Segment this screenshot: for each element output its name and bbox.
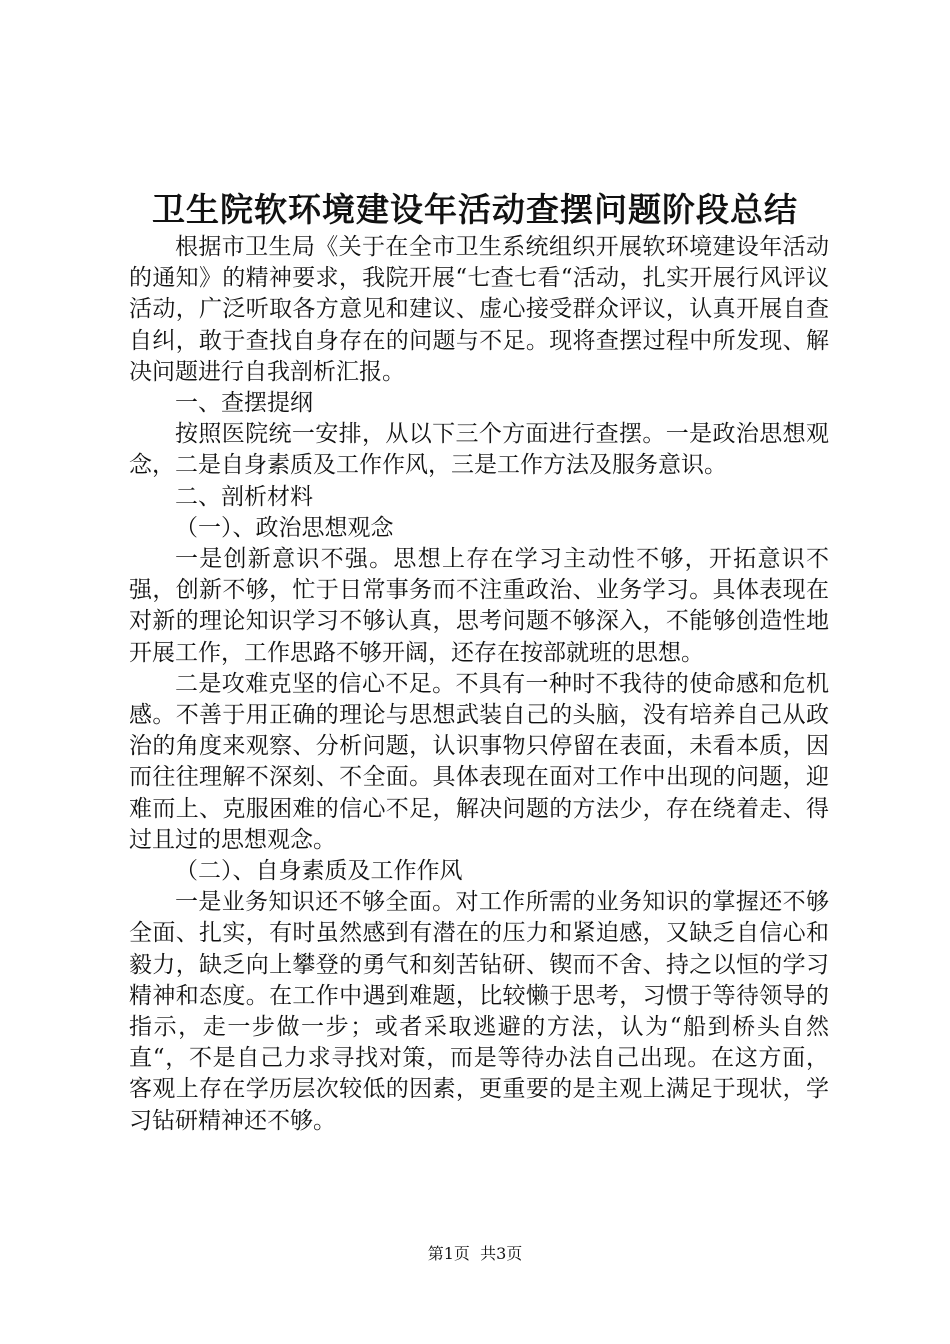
subsection-heading: （二）、自身素质及工作作风 [175, 858, 463, 885]
body-paragraph: 一是业务知识还不够全面。对工作所需的业务知识的掌握还不够全面、扎实，有时虽然感到有潜在的压力和紧迫感，又缺乏自信心和毅力，缺乏向上攀登的勇气和刻苦钻研、锲而不舍、持之以恒的学习精神和态度。在工作中遇到难题，比较懒于思考，习惯于等待领导的指示，走一步做一步；或者采取逃避的方法，认为“船到桥头自然直“，不是自己力求寻找对策，而是等待办法自己出现。在这方面，客观上存在学历层次较低的因素，更重要的是主观上满足于现状，学习钻研精神还不够。 [129, 889, 829, 1134]
body-paragraph: 一是创新意识不强。思想上存在学习主动性不够，开拓意识不强，创新不够，忙于日常事务而不注重政治、业务学习。具体表现在对新的理论知识学习不够认真，思考问题不够深入，不能够创造性地开展工作，工作思路不够开阔，还存在按部就班的思想。 [129, 546, 829, 666]
subsection-heading: （一）、政治思想观念 [175, 514, 394, 541]
section-heading: 一、查摆提纲 [175, 390, 313, 417]
section-heading: 二、剖析材料 [175, 483, 313, 510]
page-footer [0, 1243, 950, 1265]
document-title: 卫生院软环境建设年活动查摆问题阶段总结 [152, 190, 798, 229]
page-number: 第1页 共3页 [427, 1244, 523, 1263]
document-body [129, 232, 829, 1137]
intro-paragraph: 根据市卫生局《关于在全市卫生系统组织开展软环境建设年活动的通知》的精神要求，我院开展“七查七看“活动，扎实开展行风评议活动，广泛听取各方意见和建议、虚心接受群众评议，认真开展自查自纠，敢于查找自身存在的问题与不足。现将查摆过程中所发现、解决问题进行自我剖析汇报。 [129, 234, 829, 385]
body-paragraph: 按照医院统一安排，从以下三个方面进行查摆。一是政治思想观念，二是自身素质及工作作风，三是工作方法及服务意识。 [129, 421, 829, 479]
body-paragraph: 二是攻难克坚的信心不足。不具有一种时不我待的使命感和危机感。不善于用正确的理论与思想武装自己的头脑，没有培养自己从政治的角度来观察、分析问题，认识事物只停留在表面，未看本质，因而往往理解不深刻、不全面。具体表现在面对工作中出现的问题，迎难而上、克服困难的信心不足，解决问题的方法少，存在绕着走、得过且过的思想观念。 [129, 670, 829, 853]
